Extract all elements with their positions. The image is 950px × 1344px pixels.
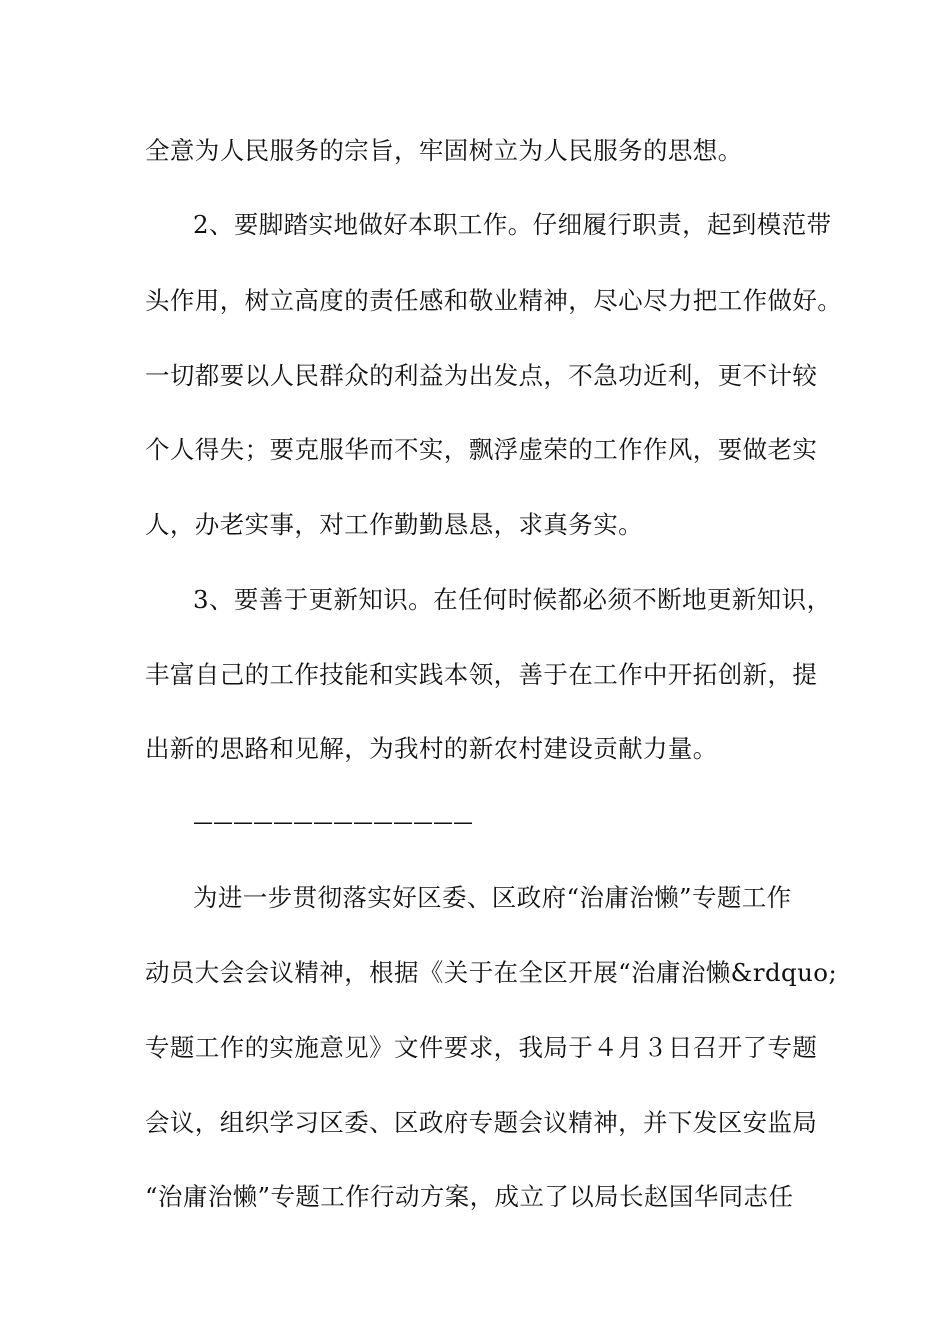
text-line: 全意为人民服务的宗旨，牢固树立为人民服务的思想。 [145, 136, 743, 165]
text-line: 为进一步贯彻落实好区委、区政府“治庸治懒”专题工作 [193, 883, 792, 912]
text-line: 动员大会会议精神，根据《关于在全区开展“治庸治懒&rdquo; [145, 958, 838, 987]
text-line: “治庸治懒”专题工作行动方案，成立了以局长赵国华同志任 [145, 1182, 794, 1211]
section-separator: —————————————— [193, 810, 473, 834]
text-line: 人，办老实事，对工作勤勤恳恳，求真务实。 [145, 510, 643, 539]
text-line: 专题工作的实施意见》文件要求，我局于４月３日召开了专题 [145, 1033, 818, 1062]
text-line: 会议，组织学习区委、区政府专题会议精神，并下发区安监局 [145, 1108, 818, 1137]
text-line: 个人得失；要克服华而不实，飘浮虚荣的工作作风，要做老实 [145, 435, 818, 464]
text-line: 丰富自己的工作技能和实践本领，善于在工作中开拓创新，提 [145, 660, 818, 689]
text-line: 一切都要以人民群众的利益为出发点，不急功近利，更不计较 [145, 361, 818, 390]
text-line: 3、要善于更新知识。在任何时候都必须不断地更新知识， [193, 585, 832, 614]
text-line: 出新的思路和见解，为我村的新农村建设贡献力量。 [145, 734, 718, 763]
text-line: 头作用，树立高度的责任感和敬业精神，尽心尽力把工作做好。 [145, 286, 843, 315]
text-line: 2、要脚踏实地做好本职工作。仔细履行职责，起到模范带 [193, 210, 832, 239]
